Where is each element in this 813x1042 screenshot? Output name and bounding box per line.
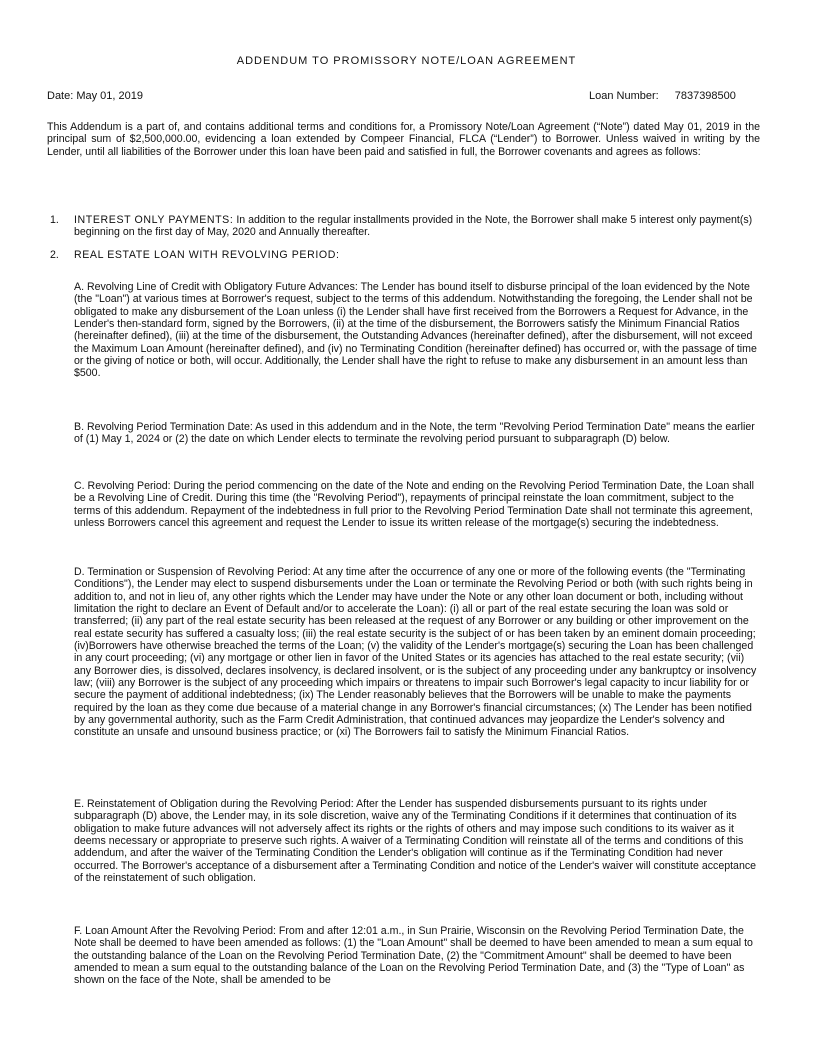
paragraph-b: B. Revolving Period Termination Date: As used in this addendum and in the Note, the term "Revolving Period Termination Date" means the earlier of (1) May 1, 2024 or (2) the date on which Lender elects to terminate the revolving period pursuant to subparagraph (D) below. xyxy=(74,421,755,446)
paragraph-e: E. Reinstatement of Obligation during the Revolving Period: After the Lender has suspended disbursements pursuant to its rights under subparagraph (D) above, the Lender may, in its sole discretion, waive any of the Terminating Conditions if it determines that continuation of its obligation to make future advances will not adversely affect its rights or the rights of others and may impose such conditions to its waiver as it deems necessary or appropriate to preserve such rights. A waiver of a Terminating Condition will reinstate all of the terms and conditions of this addendum, and after the waiver of the Terminating Condition the Lender's obligation will continue as if the Terminating Condition had never occurred. The Borrower's acceptance of a disbursement after a Terminating Condition and notice of the Lender's waiver will constitute acceptance of the reinstatement of such obligation. xyxy=(74,798,757,885)
list-item-revolving-period xyxy=(47,249,760,261)
paragraph-f: F. Loan Amount After the Revolving Period: From and after 12:01 a.m., in Sun Prairie, Wisconsin on the Revolving Period Termination Date, the Note shall be deemed to have been amended as follows: (1) the "Loan Amount" shall be deemed to have been amended to mean a sum equal to the outstanding balance of the Loan on the Revolving Period Termination Date, (2) the "Commitment Amount" shall be deemed to have been amended to mean a sum equal to the outstanding balance of the Loan on the Revolving Period Termination Date, and (3) the "Type of Loan" as shown on the face of the Note, shall be amended to be xyxy=(74,925,753,987)
paragraph-a: A. Revolving Line of Credit with Obligatory Future Advances: The Lender has bound itself to disburse principal of the loan evidenced by the Note (the "Loan") at various times at Borrower's request, subject to the terms of this addendum. Notwithstanding the foregoing, the Lender shall not be obligated to make any disbursement of the Loan unless (i) the Lender shall have first received from the Borrowers a Request for Advance, in the Lender's then-standard form, signed by the Borrowers, (ii) at the time of the disbursement, the Borrowers satisfy the Minimum Financial Ratios (hereinafter defined), (iii) at the time of the disbursement, the Outstanding Advances (hereinafter defined), after the disbursement, will not exceed the Maximum Loan Amount (hereinafter defined), and (iv) no Terminating Condition (hereinafter defined) has occurred or, with the passage of time or the giving of notice or both, will occur. Additionally, the Lender shall have the right to refuse to make any disbursement in an amount less than $500. xyxy=(74,281,757,380)
list-item-heading: INTEREST ONLY PAYMENTS: xyxy=(74,214,234,226)
paragraph-c: C. Revolving Period: During the period commencing on the date of the Note and ending on the Revolving Period Termination Date, the Loan shall be a Revolving Line of Credit. During this time (the "Revolving Period"), repayments of principal reinstate the loan commitment, subject to the terms of this addendum. Repayment of the indebtedness in full prior to the Revolving Period Termination Date shall not terminate this agreement, unless Borrowers cancel this agreement and request the Lender to issue its written release of the mortgage(s) securing the indebtedness. xyxy=(74,480,754,530)
loan-number-value: 7837398500 xyxy=(674,90,736,102)
list-item-number: 1. xyxy=(50,214,59,226)
document-title: ADDENDUM TO PROMISSORY NOTE/LOAN AGREEMENT xyxy=(236,55,577,67)
list-item-heading: REAL ESTATE LOAN WITH REVOLVING PERIOD: xyxy=(74,249,340,261)
paragraph-d: D. Termination or Suspension of Revolving Period: At any time after the occurrence of any one or more of the following events (the "Terminating Conditions"), the Lender may elect to suspend disbursements under the Loan or terminate the Revolving Period or both (with such rights being in addition to, and not in lieu of, any other rights which the Lender may have under the Note or any other loan document or both, including without limitation the right to declare an Event of Default and/or to accelerate the Loan): (i) all or part of the real estate securing the loan was sold or transferred; (ii) any part of the real estate security has been released at the request of any Borrower or any building or other improvement on the real estate security has suffered a casualty loss; (iii) the real estate security is the subject of or has been taken by an eminent domain proceeding; (iv)Borrowers have otherwise breached the terms of the Loan; (v) the validity of the Lender's mortgage(s) securing the Loan has been challenged in any court proceeding; (vi) any mortgage or other lien in favor of the United States or its agencies has attached to the real estate security; (vii) any Borrower dies, is dissolved, declares insolvency, is declared insolvent, or is the subject of any proceeding under any bankruptcy or insolvency law; (viii) any Borrower is the subject of any proceeding which impairs or threatens to impair such Borrower's legal capacity to incur liability for or secure the payment of additional indebtedness; (ix) The Lender reasonably believes that the Borrowers will be unable to make the payments required by the loan as they come due because of a material change in any Borrower's financial circumstances; (x) The Lender has been notified by any governmental authority, such as the Farm Credit Administration, that continued advances may jeopardize the Lender's solvency and constitute an unsafe and unsound business practice; or (xi) The Borrowers fail to satisfy the Minimum Financial Ratios. xyxy=(74,566,757,739)
intro-paragraph: This Addendum is a part of, and contains additional terms and conditions for, a Promissory Note/Loan Agreement (“Note”) dated May 01, 2019 in the principal sum of $2,500,000.00, evidencing a loan extended by Compeer Financial, FLCA (“Lender”) to Borrower. Unless waived in writing by the Lender, until all liabilities of the Borrower under this loan have been paid and satisfied in full, the Borrower covenants and agrees as follows: xyxy=(47,121,760,158)
list-item-text: In addition to the regular installments provided in the Note, the Borrower shall make 5 interest only payment(s) beginning on the first day of May, 2020 and Annually thereafter. xyxy=(74,214,753,239)
loan-number xyxy=(589,90,736,102)
document-date: Date: May 01, 2019 xyxy=(47,90,144,102)
list-item-interest-only xyxy=(47,214,760,239)
loan-number-label: Loan Number: xyxy=(589,90,659,102)
list-item-body xyxy=(74,249,760,261)
list-item-body xyxy=(74,214,760,239)
list-item-number: 2. xyxy=(50,249,59,261)
